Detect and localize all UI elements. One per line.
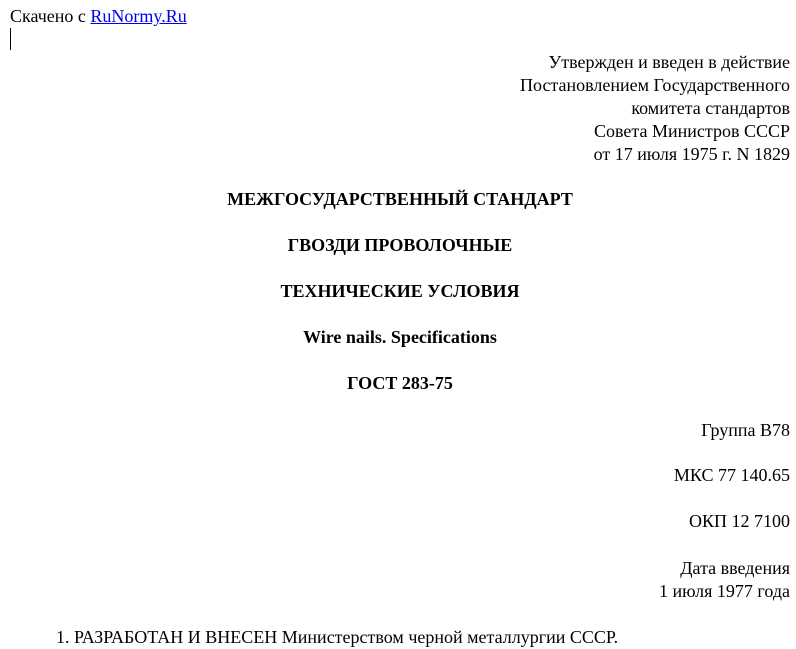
source-line: [10, 5, 187, 28]
approval-line: Совета Министров СССР: [594, 121, 790, 141]
document-subtitle: ТЕХНИЧЕСКИЕ УСЛОВИЯ: [280, 281, 520, 301]
english-title: Wire nails. Specifications: [303, 327, 497, 347]
standard-code: ГОСТ 283-75: [347, 373, 453, 393]
standard-type-heading: МЕЖГОСУДАРСТВЕННЫЙ СТАНДАРТ: [227, 189, 573, 209]
approval-block: [520, 51, 790, 166]
source-link[interactable]: RuNormy.Ru: [90, 6, 187, 26]
mks-code: МКС 77 140.65: [673, 465, 790, 485]
approval-line: Утвержден и введен в действие: [548, 52, 790, 72]
text-cursor: [10, 28, 11, 50]
introduction-date: 1 июля 1977 года: [659, 581, 790, 601]
okp-code: ОКП 12 7100: [688, 511, 790, 531]
group-code: Группа В78: [701, 420, 790, 440]
source-prefix: Скачено с: [10, 6, 86, 26]
approval-line: комитета стандартов: [631, 98, 790, 118]
introduction-label: Дата введения: [680, 558, 790, 578]
document-title: ГВОЗДИ ПРОВОЛОЧНЫЕ: [287, 235, 513, 255]
approval-line: от 17 июля 1975 г. N 1829: [593, 144, 790, 164]
paragraph-developed-by: 1. РАЗРАБОТАН И ВНЕСЕН Министерством черной металлургии СССР.: [56, 627, 619, 647]
approval-line: Постановлением Государственного: [520, 75, 790, 95]
